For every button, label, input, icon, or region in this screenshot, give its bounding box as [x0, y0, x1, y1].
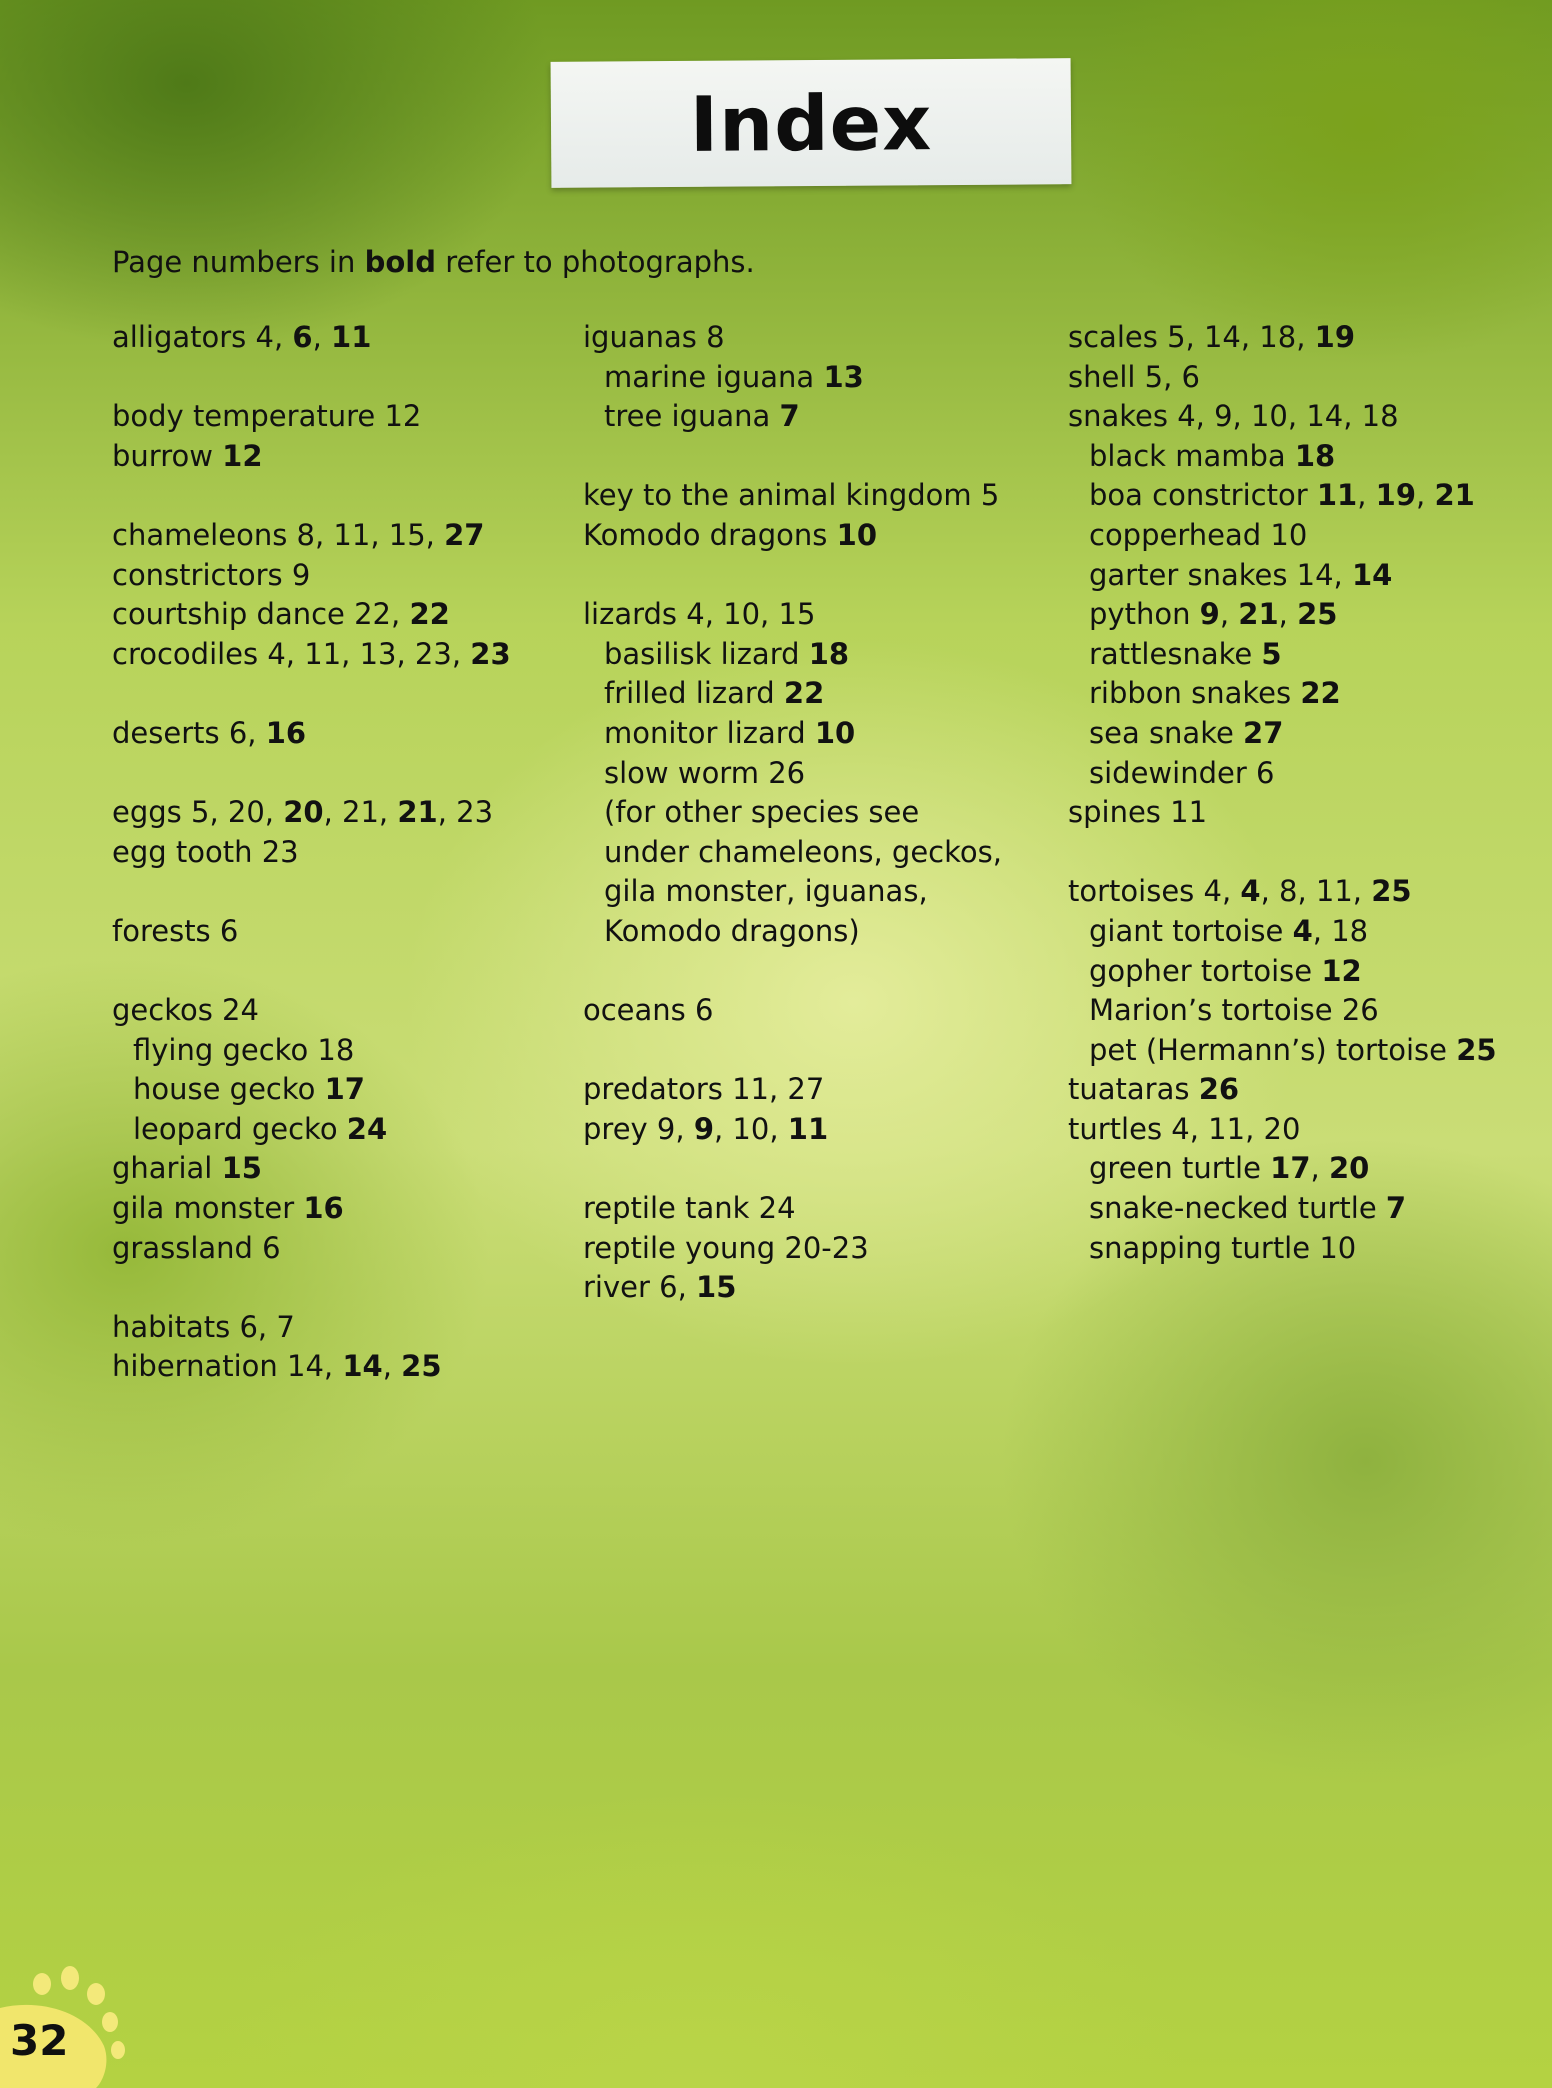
index-entry — [583, 991, 1002, 1031]
page-ref: 8 — [706, 320, 725, 354]
page-ref: 14, — [1296, 557, 1352, 592]
page-ref: 11, 27 — [732, 1072, 825, 1107]
index-term: river — [583, 1270, 650, 1305]
index-term: crocodiles — [112, 636, 259, 671]
page-ref: 6, — [228, 715, 266, 750]
index-entry — [1068, 793, 1497, 833]
index-entry — [112, 318, 511, 358]
page-ref-photo: 10 — [836, 517, 877, 552]
page-ref-photo: 25 — [1297, 597, 1338, 632]
index-term: leopard gecko — [133, 1111, 338, 1146]
index-term: iguanas — [583, 320, 697, 354]
index-subentry — [583, 714, 1002, 754]
page-ref-photo: 25 — [401, 1349, 442, 1384]
page-ref-photo: 22 — [409, 597, 450, 632]
index-term: Marion’s tortoise — [1089, 993, 1333, 1028]
page-ref: 9, — [656, 1111, 694, 1146]
index-spacer — [112, 754, 511, 794]
page-ref: 11 — [1170, 795, 1208, 830]
index-term: gopher tortoise — [1089, 953, 1313, 988]
index-entry — [583, 1189, 1002, 1229]
page-ref: 18 — [317, 1032, 355, 1067]
index-term: shell — [1068, 359, 1136, 394]
index-subentry — [1068, 991, 1497, 1031]
index-subentry — [1068, 1031, 1497, 1071]
index-subentry — [1068, 1149, 1497, 1189]
page-ref: , — [382, 1349, 402, 1384]
page-ref: 23 — [261, 834, 299, 869]
index-term: burrow — [112, 438, 213, 473]
index-term: body temperature — [112, 399, 376, 434]
index-entry — [112, 1229, 511, 1269]
index-term: oceans — [583, 993, 686, 1028]
index-subentry — [112, 1031, 511, 1071]
index-subentry — [1068, 754, 1497, 794]
index-entry — [583, 476, 1002, 516]
page-ref-photo: 16 — [265, 715, 307, 750]
index-term: sea snake — [1089, 715, 1234, 750]
page-ref: 8, 11, 15, — [296, 517, 445, 552]
page-ref-photo: 17 — [1270, 1151, 1311, 1186]
page-ref-photo: 18 — [1294, 438, 1336, 473]
index-entry — [112, 714, 511, 754]
page-ref-photo: 22 — [1300, 676, 1341, 711]
index-subentry — [583, 397, 1002, 437]
index-subentry — [1068, 1229, 1497, 1269]
page-ref-photo: 14 — [1352, 557, 1393, 592]
page-ref: 4, — [1203, 874, 1241, 909]
index-subentry — [1068, 674, 1497, 714]
index-term: rattlesnake — [1089, 636, 1253, 671]
page-ref-photo: 23 — [470, 636, 511, 671]
index-term: house gecko — [133, 1072, 316, 1107]
index-entry — [1068, 872, 1497, 912]
index-term: snake-necked turtle — [1089, 1191, 1377, 1226]
page-ref: , 21, — [323, 795, 398, 830]
index-term: key to the animal kingdom — [583, 478, 972, 513]
page-ref: , — [1278, 597, 1298, 632]
page-ref-photo: 7 — [1385, 1191, 1407, 1226]
page-title: Index — [689, 77, 933, 169]
index-term: giant tortoise — [1089, 913, 1284, 948]
index-entry — [583, 1070, 1002, 1110]
index-subentry — [1068, 952, 1497, 992]
page-ref: 26 — [768, 755, 806, 790]
index-term: boa constrictor — [1089, 478, 1308, 513]
index-subentry — [1068, 556, 1497, 596]
index-spacer — [583, 952, 1002, 992]
page-ref-photo: 21 — [1238, 597, 1279, 632]
index-term: egg tooth — [112, 834, 253, 869]
index-spacer — [1068, 833, 1497, 873]
index-entry — [583, 1110, 1002, 1150]
index-term: python — [1089, 597, 1191, 632]
page-ref-photo: 11 — [331, 320, 372, 354]
index-subentry — [1068, 476, 1497, 516]
index-entry — [583, 516, 1002, 556]
index-spacer — [112, 1268, 511, 1308]
page-ref-photo: 21 — [397, 795, 438, 830]
page-ref-photo: 20 — [283, 795, 324, 830]
page-ref-photo: 10 — [814, 715, 856, 750]
index-term: garter snakes — [1089, 557, 1288, 592]
page-number: 32 — [10, 2016, 69, 2065]
page-ref: , 10, — [714, 1111, 788, 1146]
index-term: lizards — [583, 597, 678, 632]
index-term: hibernation — [112, 1349, 278, 1384]
index-entry — [583, 318, 1002, 358]
page-ref: 4, — [255, 320, 293, 354]
index-term: ribbon snakes — [1089, 676, 1292, 711]
page-ref-photo: 25 — [1371, 874, 1412, 909]
page-ref: 6 — [219, 913, 239, 948]
index-entry — [583, 1268, 1002, 1308]
page-ref: 12 — [384, 399, 422, 434]
page-ref: 24 — [758, 1191, 796, 1226]
index-subentry — [583, 754, 1002, 794]
page-ref: 10 — [1319, 1230, 1357, 1265]
index-title-banner — [551, 58, 1072, 188]
index-column-1 — [112, 318, 511, 1387]
index-entry — [112, 397, 511, 437]
index-subentry — [583, 674, 1002, 714]
index-term: reptile tank — [583, 1191, 750, 1226]
page-ref-photo: 24 — [346, 1111, 388, 1146]
page-ref: 6 — [262, 1230, 281, 1265]
index-spacer — [583, 1149, 1002, 1189]
page-ref-photo: 11 — [787, 1111, 829, 1146]
page-ref: 4, 9, 10, 14, 18 — [1177, 399, 1399, 434]
index-term: habitats — [112, 1309, 231, 1344]
page-ref-photo: 5 — [1261, 636, 1282, 671]
page-ref: , — [1357, 478, 1376, 513]
index-term: scales — [1068, 320, 1158, 354]
page-ref: 14, — [287, 1349, 343, 1384]
page-ref-photo: 6 — [292, 320, 313, 354]
index-spacer — [112, 952, 511, 992]
index-term: snakes — [1068, 399, 1168, 434]
index-term: forests — [112, 913, 211, 948]
page-ref: 10 — [1270, 517, 1308, 552]
intro-bold-word: bold — [364, 245, 436, 279]
index-subentry — [1068, 714, 1497, 754]
index-term: tuataras — [1068, 1072, 1190, 1107]
page-ref-photo: 9 — [1199, 597, 1220, 632]
page-ref: , — [1416, 478, 1435, 513]
page-ref: 24 — [222, 993, 259, 1028]
index-entry — [112, 1149, 511, 1189]
index-column-2 — [583, 318, 1002, 1308]
index-subentry — [112, 1110, 511, 1150]
index-term: gila monster — [112, 1191, 295, 1226]
page-ref-photo: 11 — [1316, 478, 1358, 513]
page-ref-photo: 26 — [1198, 1072, 1240, 1107]
index-term: tree iguana — [604, 399, 771, 434]
page-ref: 4, 11, 20 — [1171, 1111, 1301, 1146]
page-ref-photo: 12 — [1321, 953, 1362, 988]
page-ref: , 8, 11, — [1260, 874, 1372, 909]
page-ref-photo: 19 — [1314, 320, 1355, 354]
page-ref: 22, — [354, 597, 410, 632]
index-subentry — [1068, 437, 1497, 477]
page-ref: , 23 — [437, 795, 494, 830]
index-term: geckos — [112, 993, 213, 1028]
index-term: alligators — [112, 320, 247, 354]
index-spacer — [112, 476, 511, 516]
index-term: pet (Hermann’s) tortoise — [1089, 1032, 1448, 1067]
page-ref-photo: 25 — [1456, 1032, 1497, 1067]
index-term: gharial — [112, 1151, 213, 1186]
index-entry — [583, 1229, 1002, 1269]
index-subentry — [583, 872, 1002, 912]
index-subentry — [112, 1070, 511, 1110]
index-entry — [112, 1189, 511, 1229]
index-entry — [112, 1308, 511, 1348]
index-subentry — [1068, 1189, 1497, 1229]
page-ref-photo: 14 — [342, 1349, 383, 1384]
index-spacer — [112, 872, 511, 912]
index-entry — [1068, 397, 1497, 437]
index-term: sidewinder — [1089, 755, 1247, 790]
page-ref: 6, 7 — [239, 1309, 295, 1344]
index-term: grassland — [112, 1230, 253, 1265]
index-subentry — [583, 833, 1002, 873]
index-entry — [112, 912, 511, 952]
index-subentry — [1068, 595, 1497, 635]
index-column-3 — [1068, 318, 1497, 1268]
index-term: snapping turtle — [1089, 1230, 1311, 1265]
page-ref-photo: 15 — [221, 1151, 262, 1186]
index-term: eggs — [112, 795, 182, 830]
index-term: slow worm — [604, 755, 759, 790]
index-term: prey — [583, 1111, 648, 1146]
index-entry — [583, 595, 1002, 635]
index-term: spines — [1068, 795, 1161, 830]
index-term: Komodo dragons) — [604, 913, 860, 948]
index-term: green turtle — [1089, 1151, 1261, 1186]
index-spacer — [112, 358, 511, 398]
page-ref: 5 — [980, 478, 1000, 513]
index-entry — [112, 991, 511, 1031]
page-ref: 5, 14, 18, — [1167, 320, 1315, 354]
index-term: constrictors — [112, 557, 283, 592]
page-ref-photo: 13 — [823, 359, 864, 394]
intro-text-after: refer to photographs. — [435, 245, 755, 279]
page-ref-photo: 22 — [783, 676, 825, 711]
index-entry — [112, 595, 511, 635]
index-subentry — [583, 358, 1002, 398]
page-ref-photo: 16 — [303, 1191, 344, 1226]
index-entry — [112, 635, 511, 675]
index-subentry — [583, 793, 1002, 833]
index-term: (for other species see — [604, 795, 920, 830]
index-spacer — [112, 674, 511, 714]
index-entry — [1068, 318, 1497, 358]
index-entry — [112, 556, 511, 596]
index-term: courtship dance — [112, 597, 345, 632]
index-term: Komodo dragons — [583, 517, 828, 552]
index-entry — [112, 793, 511, 833]
page-ref: 4, 11, 13, 23, — [267, 636, 471, 671]
page-ref: 26 — [1341, 993, 1379, 1028]
page-ref: 6 — [695, 993, 714, 1028]
index-term: marine iguana — [604, 359, 815, 394]
index-term: gila monster, iguanas, — [604, 874, 928, 909]
page-ref: 6 — [1255, 755, 1275, 790]
page-ref: 5, 6 — [1144, 359, 1201, 394]
index-entry — [1068, 1070, 1497, 1110]
index-entry — [112, 1347, 511, 1387]
page-ref-photo: 21 — [1434, 478, 1475, 513]
index-spacer — [583, 556, 1002, 596]
page-ref-photo: 15 — [696, 1270, 737, 1305]
page-ref-photo: 4 — [1240, 874, 1261, 909]
index-term: black mamba — [1089, 438, 1286, 473]
page-ref: , — [1219, 597, 1239, 632]
index-term: copperhead — [1089, 517, 1262, 552]
page-ref: 20-23 — [784, 1230, 869, 1265]
page-ref: 5, 20, — [191, 795, 284, 830]
index-entry — [1068, 358, 1497, 398]
index-entry — [112, 516, 511, 556]
page-ref-photo: 7 — [779, 399, 800, 434]
index-term: basilisk lizard — [604, 636, 800, 671]
page-ref-photo: 18 — [808, 636, 850, 671]
index-subentry — [583, 912, 1002, 952]
intro-text-before: Page numbers in — [112, 245, 365, 279]
index-subentry — [1068, 635, 1497, 675]
page-ref-photo: 19 — [1375, 478, 1417, 513]
page-ref: 9 — [291, 557, 311, 592]
page-ref: 4, 10, 15 — [686, 597, 816, 632]
index-subentry — [1068, 912, 1497, 952]
index-subentry — [1068, 516, 1497, 556]
index-term: under chameleons, geckos, — [604, 834, 1002, 869]
index-entry — [112, 437, 511, 477]
page-ref-photo: 9 — [693, 1111, 714, 1146]
index-spacer — [583, 437, 1002, 477]
index-term: reptile young — [583, 1230, 776, 1265]
page-ref-photo: 27 — [1243, 715, 1284, 750]
page-ref-photo: 4 — [1292, 913, 1313, 948]
index-intro-note — [112, 240, 755, 284]
index-entry — [112, 833, 511, 873]
page-ref-photo: 20 — [1328, 1151, 1370, 1186]
page-ref: , 18 — [1312, 913, 1369, 948]
page-ref: , — [1310, 1151, 1329, 1186]
index-subentry — [583, 635, 1002, 675]
page-ref: , — [312, 320, 332, 354]
index-term: monitor lizard — [604, 715, 806, 750]
index-term: chameleons — [112, 517, 288, 552]
page-ref-photo: 12 — [222, 438, 263, 473]
page-ref-photo: 17 — [324, 1072, 365, 1107]
index-term: deserts — [112, 715, 220, 750]
page-ref-photo: 27 — [444, 517, 485, 552]
index-term: frilled lizard — [604, 676, 775, 711]
index-term: flying gecko — [133, 1032, 309, 1067]
index-entry — [1068, 1110, 1497, 1150]
index-spacer — [583, 1031, 1002, 1071]
index-term: predators — [583, 1072, 723, 1107]
index-term: tortoises — [1068, 874, 1195, 909]
index-term: turtles — [1068, 1111, 1163, 1146]
page-ref: 6, — [659, 1270, 697, 1305]
